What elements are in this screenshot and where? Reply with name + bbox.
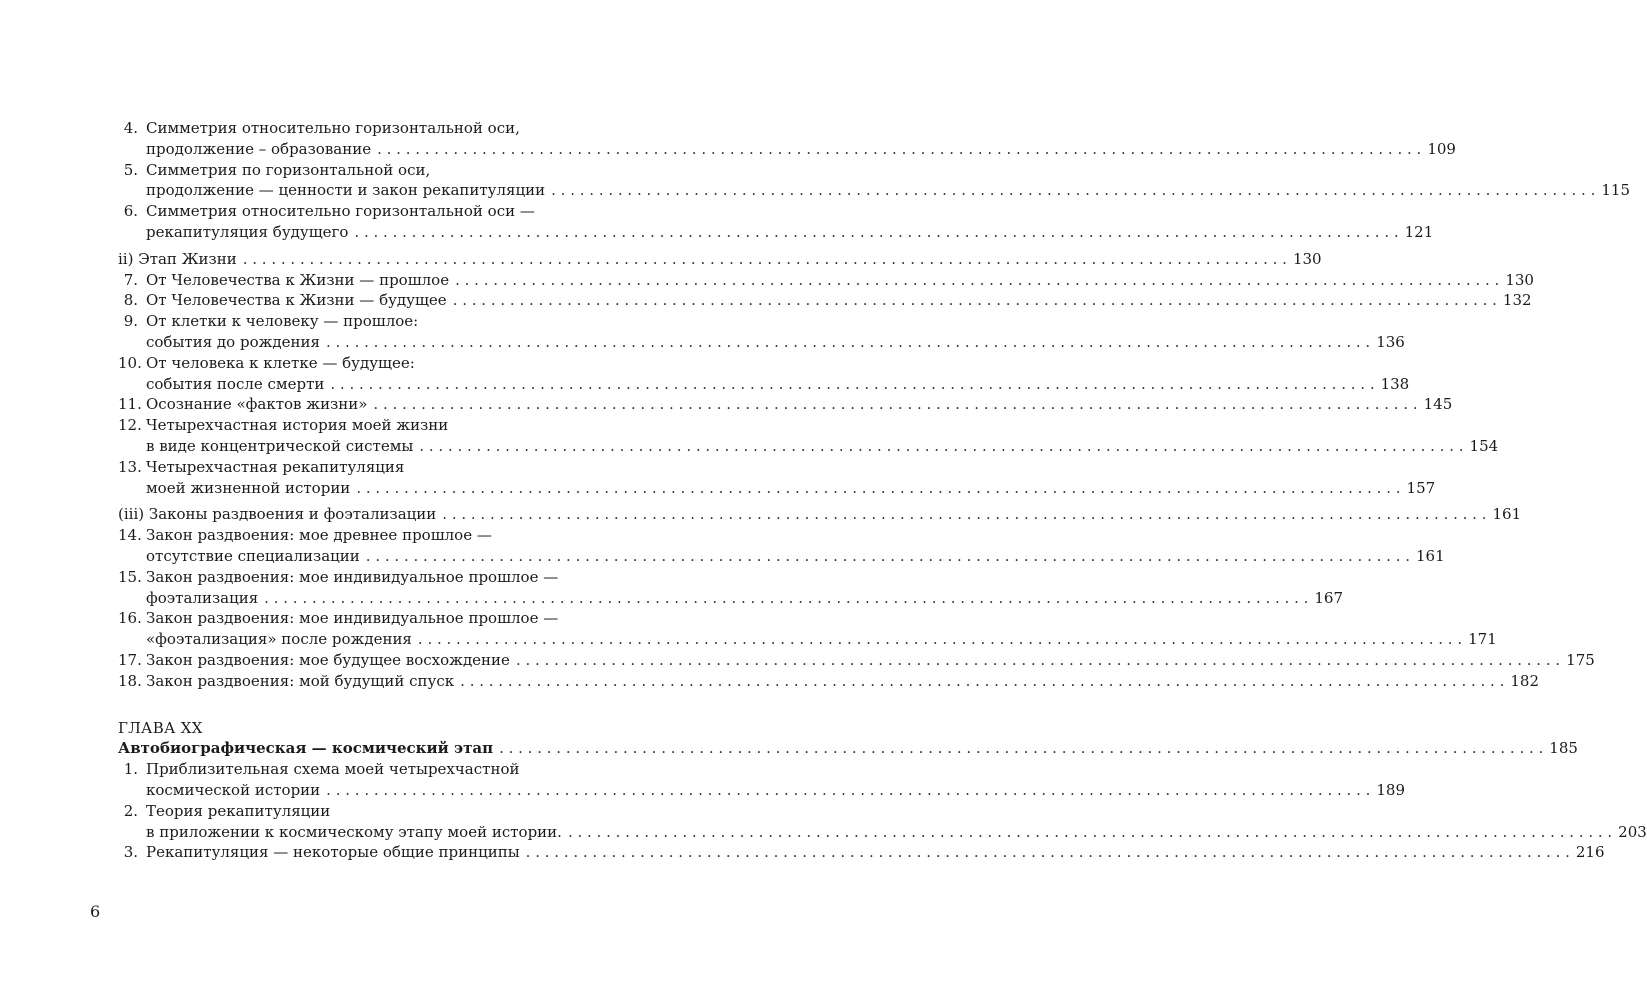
entry-number: 14. xyxy=(118,526,142,545)
toc-entry xyxy=(118,160,1630,202)
section-page: 130 xyxy=(1292,249,1322,268)
entry-page: 121 xyxy=(1404,222,1434,241)
entry-line: Четырехчастная рекапитуляция xyxy=(146,457,405,476)
entry-number: 7. xyxy=(123,270,138,289)
leader-dots xyxy=(516,650,1560,671)
entry-title: события после смерти xyxy=(146,374,325,393)
entry-title: фоэтализация xyxy=(146,588,259,607)
leader-dots xyxy=(326,780,1370,801)
entry-title: события до рождения xyxy=(146,332,320,351)
entry-number: 13. xyxy=(118,457,142,476)
entry-number: 11. xyxy=(118,395,142,414)
chapter-title: Автобиографическая — космический этап xyxy=(118,739,494,758)
leader-dots xyxy=(377,139,1421,160)
toc-group-4 xyxy=(118,759,1647,863)
entry-page: 216 xyxy=(1575,843,1605,862)
entry-line: Четырехчастная история моей жизни xyxy=(146,416,449,435)
entry-page: 189 xyxy=(1376,780,1406,799)
leader-dots xyxy=(356,478,1400,499)
toc-entry xyxy=(118,650,1595,671)
entry-number: 2. xyxy=(123,801,138,820)
leader-dots xyxy=(442,504,1486,525)
entry-title: в виде концентрической системы xyxy=(146,436,414,455)
entry-line: Симметрия по горизонтальной оси, xyxy=(146,160,431,179)
entry-title: Закон раздвоения: мой будущий спуск xyxy=(146,671,455,690)
entry-page: 157 xyxy=(1406,478,1436,497)
entry-page: 136 xyxy=(1376,332,1405,351)
entry-page: 175 xyxy=(1566,650,1595,669)
entry-number: 16. xyxy=(118,609,142,628)
entry-number: 5. xyxy=(123,160,138,179)
section-page: 161 xyxy=(1492,505,1522,524)
chapter-label: ГЛАВА XX xyxy=(118,718,203,737)
entry-page: 130 xyxy=(1505,270,1534,289)
leader-dots xyxy=(373,394,1417,415)
leader-dots xyxy=(354,222,1398,243)
leader-dots xyxy=(526,842,1570,863)
toc-entry xyxy=(118,270,1534,291)
leader-dots xyxy=(243,249,1287,270)
entry-number: 9. xyxy=(123,312,138,331)
toc-group-3 xyxy=(118,525,1595,691)
entry-page: 167 xyxy=(1314,588,1344,607)
leader-dots xyxy=(499,738,1543,759)
entry-number: 17. xyxy=(118,650,142,669)
toc-entry xyxy=(118,118,1456,160)
toc-entry xyxy=(118,842,1605,863)
leader-dots xyxy=(568,822,1612,843)
entry-title: отсутствие специализации xyxy=(146,546,360,565)
entry-number: 3. xyxy=(123,843,138,862)
entry-title: продолжение – образование xyxy=(146,139,372,158)
entry-title: моей жизненной истории xyxy=(146,478,351,497)
leader-dots xyxy=(418,629,1462,650)
entry-number: 6. xyxy=(123,202,138,221)
leader-dots xyxy=(330,374,1374,395)
entry-number: 15. xyxy=(118,567,142,586)
toc-entry xyxy=(118,759,1406,801)
entry-line: От человека к клетке — будущее: xyxy=(146,353,415,372)
entry-page: 161 xyxy=(1416,546,1445,565)
entry-number: 12. xyxy=(118,416,142,435)
toc-entry xyxy=(118,311,1405,353)
entry-line: Теория рекапитуляции xyxy=(146,801,331,820)
entry-line: Симметрия относительно горизонтальной оси, xyxy=(146,119,520,137)
table-of-contents xyxy=(118,118,1647,863)
entry-page: 154 xyxy=(1469,436,1499,455)
leader-dots xyxy=(460,671,1504,692)
toc-group-2 xyxy=(118,270,1534,499)
toc-group-1 xyxy=(118,118,1630,243)
entry-page: 182 xyxy=(1510,671,1540,690)
leader-dots xyxy=(326,332,1370,353)
entry-page: 132 xyxy=(1502,291,1532,310)
entry-title: От Человечества к Жизни — прошлое xyxy=(146,270,450,289)
entry-title: От Человечества к Жизни — будущее xyxy=(146,291,447,310)
entry-page: 109 xyxy=(1427,139,1456,158)
entry-line: Симметрия относительно горизонтальной оси — xyxy=(146,202,535,221)
entry-title: Закон раздвоения: мое будущее восхождение xyxy=(146,650,510,669)
toc-entry xyxy=(118,801,1647,843)
entry-title: в приложении к космическому этапу моей истории. xyxy=(146,822,562,841)
toc-entry xyxy=(118,201,1434,243)
toc-entry xyxy=(118,353,1410,395)
toc-entry xyxy=(118,457,1436,499)
entry-page: 138 xyxy=(1380,374,1410,393)
toc-entry xyxy=(118,394,1453,415)
entry-line: Закон раздвоения: мое индивидуальное прошлое — xyxy=(146,609,559,628)
toc-chapter-title xyxy=(118,738,1578,759)
entry-title: Рекапитуляция — некоторые общие принципы xyxy=(146,843,520,862)
entry-line: Закон раздвоения: мое древнее прошлое — xyxy=(146,526,492,545)
entry-number: 8. xyxy=(123,291,138,310)
toc-entry xyxy=(118,608,1497,650)
entry-line: Приблизительная схема моей четырехчастной xyxy=(146,760,520,779)
leader-dots xyxy=(455,270,1499,291)
toc-section-life xyxy=(118,249,1322,270)
leader-dots xyxy=(264,588,1308,609)
entry-page: 203 xyxy=(1618,822,1647,841)
section-title: (iii) Законы раздвоения и фоэтализации xyxy=(118,505,437,524)
toc-section-laws xyxy=(118,504,1522,525)
entry-title: Осознание «фактов жизни» xyxy=(146,395,368,414)
leader-dots xyxy=(419,436,1463,457)
section-title: ii) Этап Жизни xyxy=(118,249,237,268)
leader-dots xyxy=(366,546,1410,567)
page-number: 6 xyxy=(90,902,101,921)
entry-number: 18. xyxy=(118,671,142,690)
toc-entry xyxy=(118,567,1344,609)
entry-line: От клетки к человеку — прошлое: xyxy=(146,312,419,331)
leader-dots xyxy=(453,290,1497,311)
entry-number: 1. xyxy=(123,760,138,779)
entry-title: продолжение — ценности и закон рекапитуляции xyxy=(146,181,546,200)
entry-number: 4. xyxy=(123,119,138,137)
entry-page: 145 xyxy=(1423,395,1453,414)
entry-line: Закон раздвоения: мое индивидуальное прошлое — xyxy=(146,567,559,586)
entry-page: 171 xyxy=(1468,630,1497,649)
toc-entry xyxy=(118,415,1499,457)
entry-title: космической истории xyxy=(146,780,321,799)
entry-page: 115 xyxy=(1601,181,1630,200)
toc-entry xyxy=(118,671,1540,692)
leader-dots xyxy=(551,180,1595,201)
entry-title: рекапитуляция будущего xyxy=(146,222,349,241)
toc-entry xyxy=(118,290,1532,311)
chapter-page: 185 xyxy=(1549,739,1578,758)
entry-title: «фоэтализация» после рождения xyxy=(146,630,412,649)
toc-entry xyxy=(118,525,1445,567)
entry-number: 10. xyxy=(118,353,142,372)
